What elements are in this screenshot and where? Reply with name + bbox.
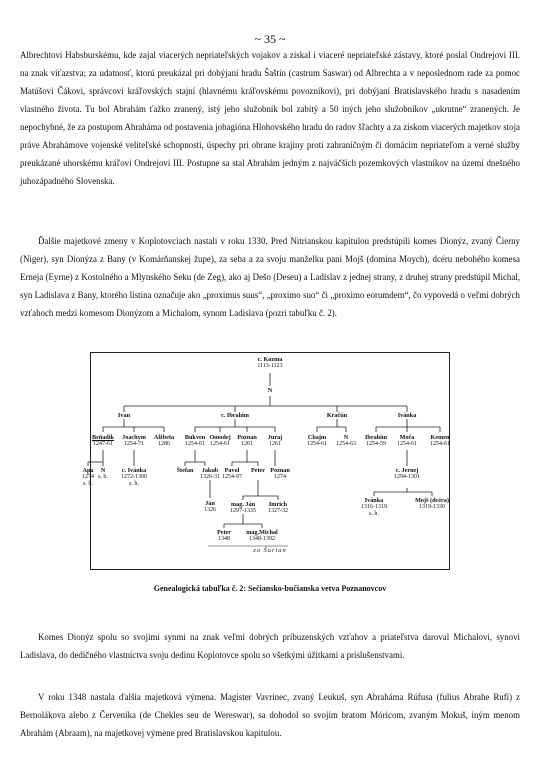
tree-node-gen2: Joachym 1254-71 [122, 434, 146, 447]
tree-node-gen2: Juraj 1261 [267, 434, 283, 447]
tree-node-gen2: Poznan 1261 [237, 434, 257, 447]
tree-node-gen3: Jakub 1326-31 [200, 467, 220, 480]
tree-node-gen1: c. Ibrahim [221, 412, 249, 419]
tree-node-gen5: Peter 1348 [216, 529, 232, 542]
tree-node-gen2: Alžbeta 1286 [153, 434, 175, 447]
paragraph-1: Albrechtovi Habsburskému, kde zajal viacerých nepriateľských vojakov a získal i viaceré nepriateľské zástavy, ktoré poslal Ondrejovi III. na znak víťazstva; za udatnosť, ktorú preukázal pri dobýjaní hradu Šaštín (castrum Saswar) od Albrechta a v neposlednom rade za pomoc Matúšovi Čákovi, správcovi kráľovských stajní (hlavnému kráľovskému povozníkovi), pri dobýjaní Bratislavského hradu s nasadením vlastného života. Tu bol Abrahám ťažko zranený, istý jeho služobník bol zabitý a 50 iných jeho služobníkov „ukrutne“ zranených. Je nepochybné, že za postupom Abraháma od postavenia jobagióna Hlohovského hradu do radov šľachty a za ziskom viacerých majetkov stoja práve Abrahámove vojenské veliteľské schopnosti, úspechy pri obrane krajiny proti zahraničným či domácim nepriateľom a verné služby preukázané uhorskému kráľovi Ondrejovi III. Postupne sa stal Abrahám jedným z najväčších pozemkových vlastníkov na území dnešného juhozápadného Slovenska. [20, 50, 520, 186]
tree-node-gen1: Kračún [326, 412, 348, 419]
paragraph-3: Komes Dionýz spolu so svojimi synmi na znak veľmi dobrých príbuzenských vzťahov a priateľstva daroval Michalovi, synovi Ladislava, do dedičného vlastníctva svoju dedinu Koplotovce spolu so všetkými úžitkami a príslušenstvami. [20, 632, 520, 660]
tree-node-gen2: Beňadik 1247-61 [91, 434, 115, 447]
tree-node-root: c. Kozma 1113-1123 [257, 356, 283, 369]
tree-node-gen1: Ivánka [397, 412, 417, 419]
tree-node-gen3: Štefan [176, 467, 194, 474]
tree-node-gen3: c. Ivánka 1272-1300 s. h. [121, 467, 147, 487]
tree-node-gen2: N 1254-63 [336, 434, 356, 447]
table-caption: Genealogická tabuľka č. 2: Sečiansko-bučianska vetva Poznanovcov [153, 584, 387, 593]
tree-node-gen3: Poznan 1274 [270, 467, 290, 480]
tree-node-gen2: Chajm 1254-61 [307, 434, 327, 447]
tree-node-gen5: mag.Michal 1348-1392 [246, 529, 278, 542]
tree-node-gen3: Peter [250, 467, 266, 474]
tree-node-gen4: Imrich 1327-32 [268, 501, 288, 514]
tree-node-gen3: c. Jernej 1294-1301 [394, 467, 420, 480]
tree-node-gen2: Bukven 1254-61 [184, 434, 206, 447]
tree-node-gen3: N s. h. [98, 467, 108, 480]
tree-node-gen3: Apa 1274 s. h. [82, 467, 94, 487]
tree-place-label: zo Šurian [253, 547, 287, 554]
tree-node-gen4: Mojš (dcéra) 1319-1330 [415, 497, 449, 510]
tree-node-gen2: Ibrahim 1254-59 [364, 434, 388, 447]
tree-node-root-sub: N [267, 387, 273, 394]
tree-node-gen4: Ivánka 1316-1319 s. h. [361, 497, 387, 517]
tree-node-gen2: Moča 1254-61 [397, 434, 417, 447]
page-number: ~ 35 ~ [254, 32, 286, 46]
tree-node-gen2: Kemen 1254-61 [430, 434, 450, 447]
tree-node-gen2: Omodej 1254-61 [209, 434, 231, 447]
paragraph-2: Ďalšie majetkové zmeny v Koplotovciach nastali v roku 1330. Pred Nitrianskou kapitulou predstúpili komes Dionýz, zvaný Čierny (Niger), syn Dionýza z Bany (v Komárňanskej župe), za seba a za svoju manželku pani Mojš (domina Moych), dcéru nebohého komesa Erneja (Eyrne) z Kostolného a Mlynského Seku (de Zeg), ako aj Dešo (Deseu) a Ladislav z jednej strany, z druhej strany predstúpil Michal, syn Ladislava z Bany, ktorého listina označuje ako „proximus suus“, „proximo suo“ či „proximo eorumdem“, čo vypovedá o veľmi dobrých vzťahoch medzi komesom Dionýzom a Michalom, synom Ladislava (pozri tabuľku č. 2). [20, 236, 520, 318]
paragraph-4: V roku 1348 nastala ďalšia majetková výmena. Magister Vavrinec, zvaný Leukuš, syn Abraháma Rúfusa (fulius Abrahe Rufi) z Bernolákova alebo z Červeníka (de Chekles seu de Wereswar), sa dohodol so svojím bratom Móricom, zvaným Mokuš, iným menom Abrahám (Abraam), na majetkovej výmene pred Bratislavskou kapitulou. [20, 692, 520, 738]
tree-node-gen4: Ján 1326 [204, 500, 216, 513]
tree-node-gen3: Pavol 1254-97 [222, 467, 242, 480]
tree-node-gen1: Ivan [117, 412, 131, 419]
tree-node-gen4: mag. Ján 1297-1335 [230, 501, 256, 514]
